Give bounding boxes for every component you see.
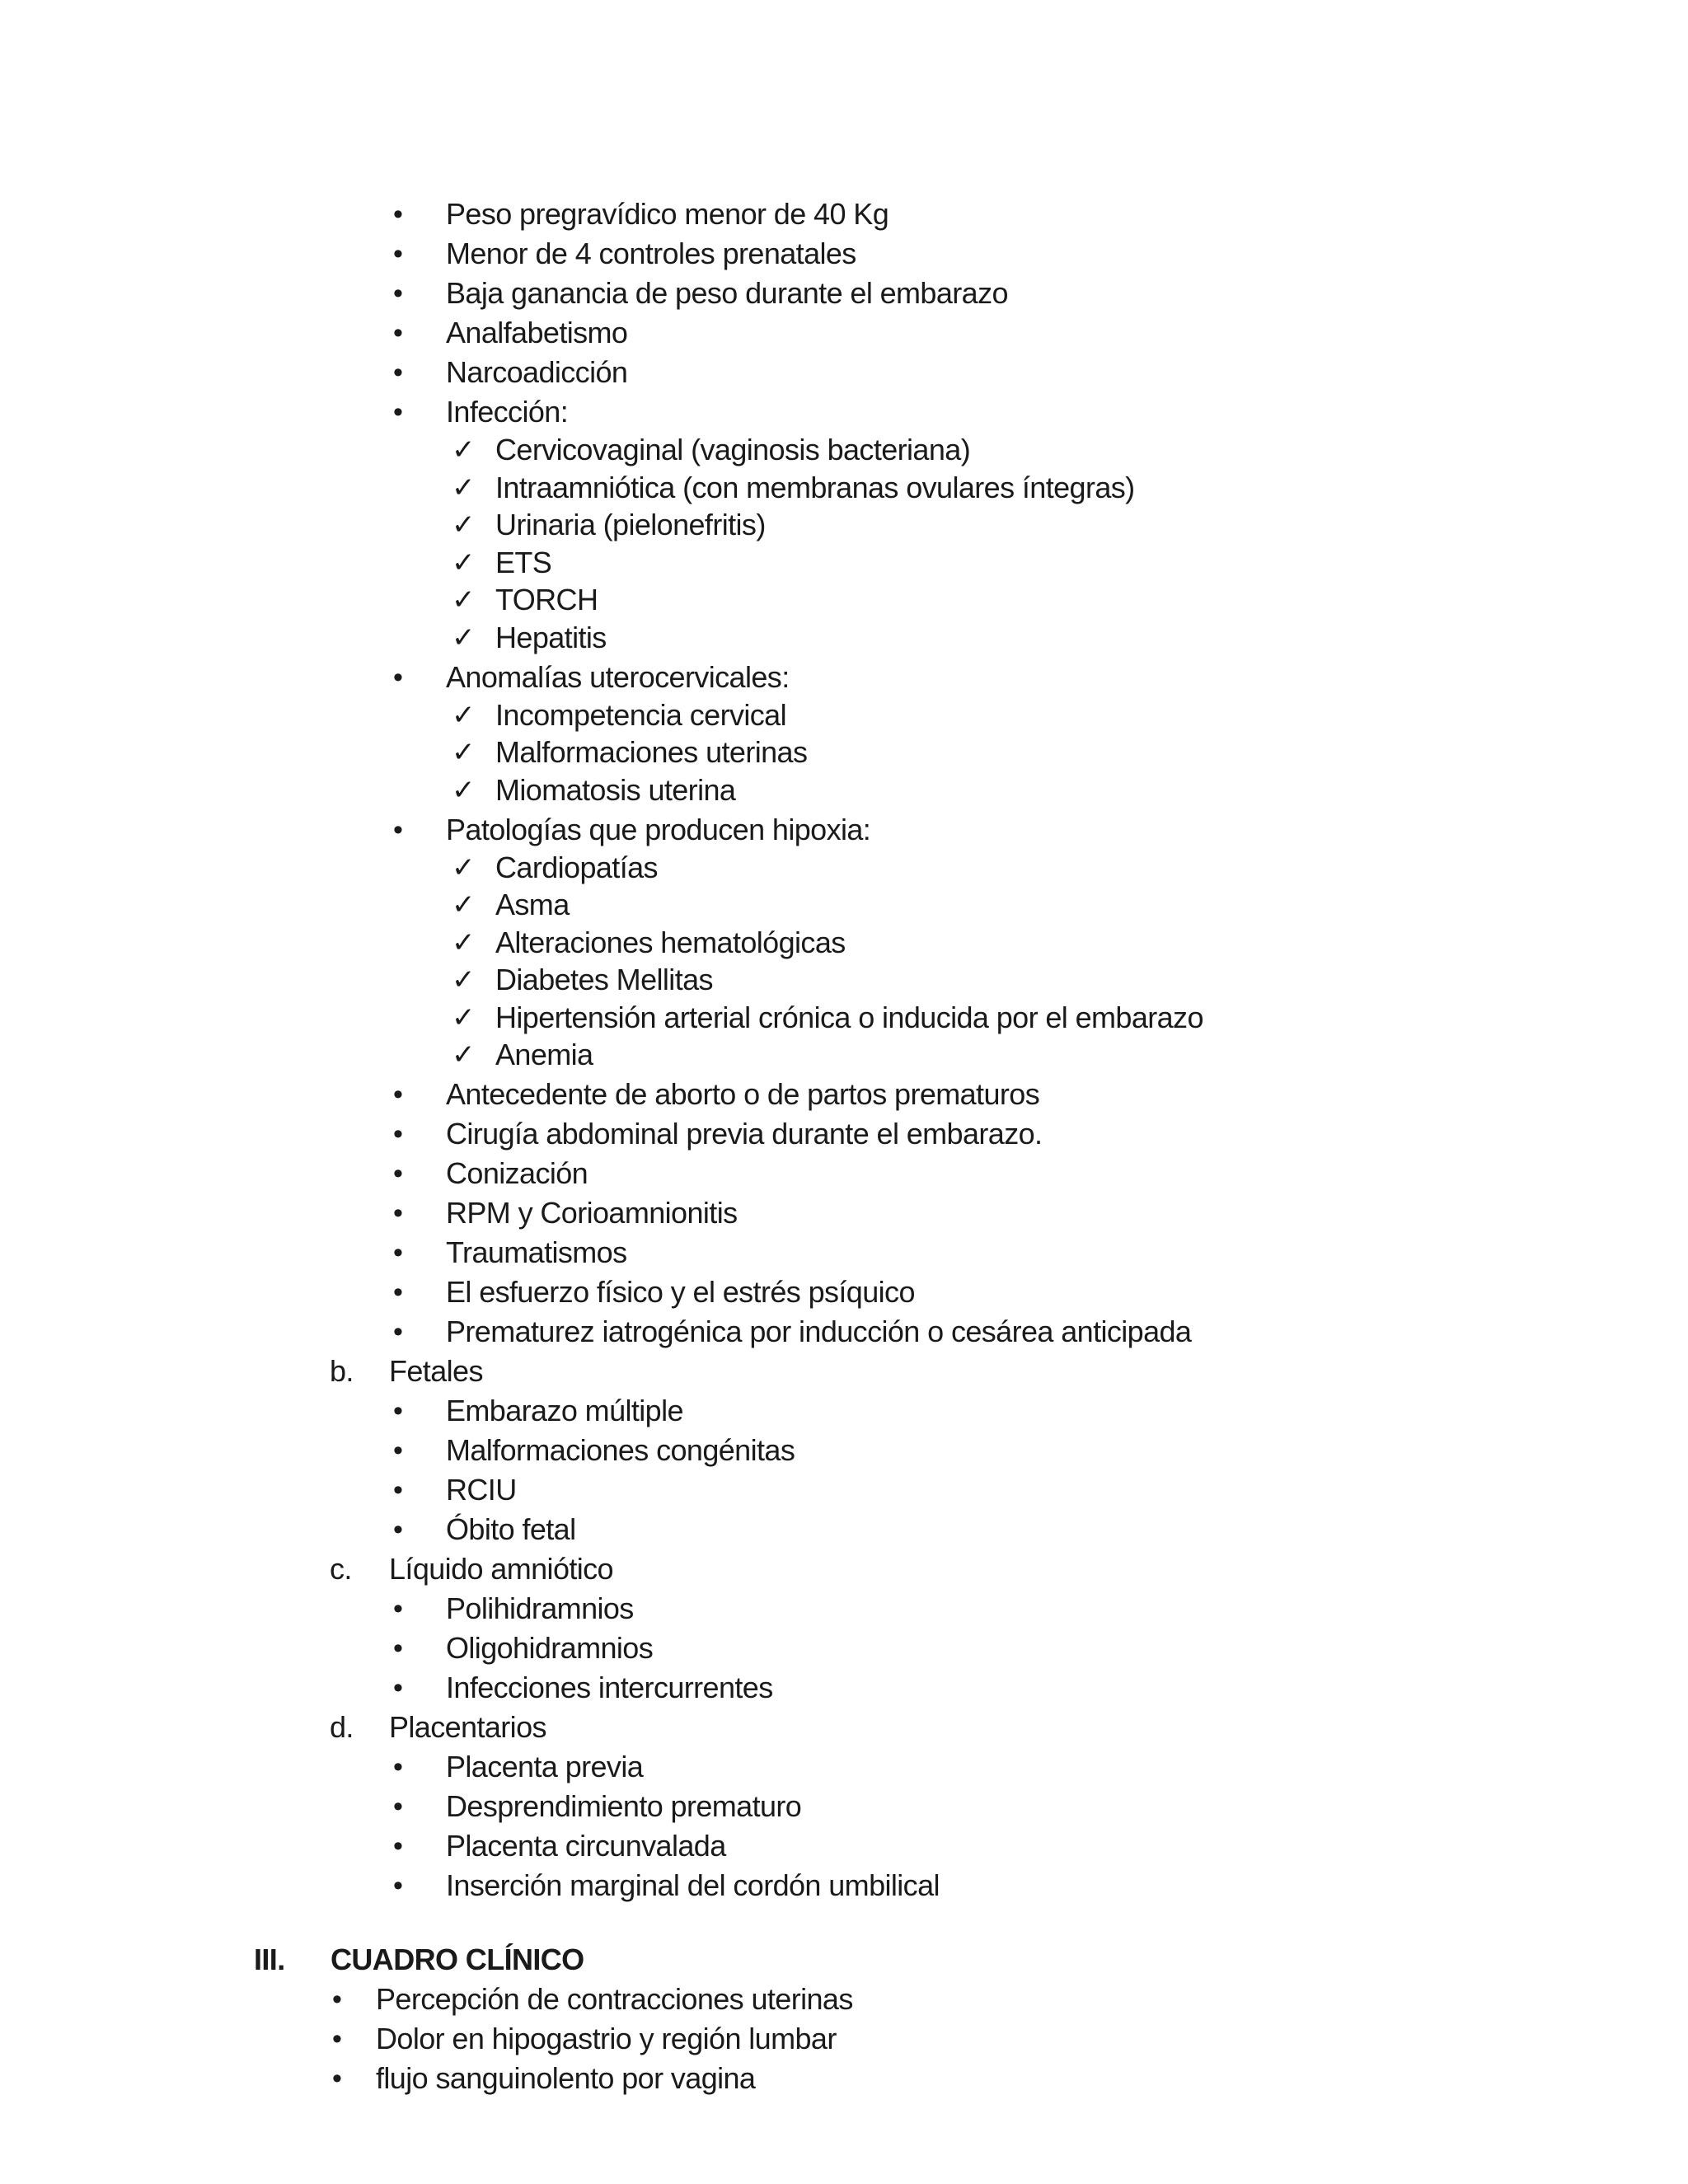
bullet-icon: • — [393, 1197, 403, 1229]
list-item — [0, 274, 1688, 313]
list-item-text: El esfuerzo físico y el estrés psíquico — [446, 1275, 915, 1309]
bullet-icon: • — [393, 1830, 403, 1862]
list-item-text: Intraamniótica (con membranas ovulares íntegras) — [495, 470, 1135, 504]
list-item-text: Cirugía abdominal previa durante el embarazo. — [446, 1117, 1043, 1151]
list-item-text: Patologías que producen hipoxia: — [446, 812, 871, 846]
list-item — [0, 234, 1688, 274]
list-item-text: Incompetencia cervical — [495, 697, 786, 732]
list-item — [0, 1787, 1688, 1826]
checkmark-icon: ✓ — [452, 774, 475, 806]
bullet-icon: • — [393, 1316, 403, 1347]
list-item-text: Peso pregravídico menor de 40 Kg — [446, 197, 889, 231]
sub-list-item — [0, 771, 1688, 810]
bullet-icon: • — [393, 1079, 403, 1110]
list-item-text: Polihidramnios — [446, 1591, 634, 1625]
checkmark-icon: ✓ — [452, 471, 475, 504]
bullet-icon: • — [393, 1277, 403, 1308]
list-item — [0, 392, 1688, 432]
bullet-icon: • — [393, 1633, 403, 1664]
list-item-text: TORCH — [495, 583, 598, 616]
list-item-text: Embarazo múltiple — [446, 1394, 683, 1427]
list-item-text: Malformaciones uterinas — [495, 735, 808, 769]
list-item — [0, 1312, 1688, 1352]
bullet-icon: • — [393, 1474, 403, 1506]
bullet-icon: • — [393, 1593, 403, 1624]
list-item-text: Dolor en hipogastrio y región lumbar — [376, 2022, 837, 2055]
list-item-text: Hepatitis — [495, 620, 607, 654]
bullet-icon: • — [332, 2023, 342, 2055]
list-item-text: Traumatismos — [446, 1235, 627, 1269]
list-item-text: ETS — [495, 545, 552, 579]
list-item — [0, 1510, 1688, 1549]
list-item-text: flujo sanguinolento por vagina — [376, 2061, 756, 2095]
list-item-text: Placenta circunvalada — [446, 1829, 726, 1863]
list-item — [0, 1470, 1688, 1510]
list-item-text: Desprendimiento prematuro — [446, 1789, 802, 1823]
list-item-text: CUADRO CLÍNICO — [331, 1943, 584, 1976]
checkmark-icon: ✓ — [452, 737, 475, 768]
list-item-text: Inserción marginal del cordón umbilical — [446, 1868, 940, 1902]
list-item — [0, 1075, 1688, 1114]
sub-list-item — [0, 998, 1688, 1038]
sub-list-item — [0, 430, 1688, 470]
list-item-text: Diabetes Mellitas — [495, 963, 713, 996]
checkmark-icon: ✓ — [452, 546, 475, 579]
bullet-icon: • — [393, 1435, 403, 1466]
bullet-icon: • — [393, 813, 403, 846]
list-item-text: Prematurez iatrogénica por inducción o cesárea anticipada — [446, 1315, 1192, 1348]
bullet-icon: • — [393, 1118, 403, 1150]
sub-list-item — [0, 505, 1688, 545]
list-item — [0, 353, 1688, 392]
list-item — [0, 1193, 1688, 1233]
bullet-icon: • — [393, 238, 403, 269]
list-item-text: Menor de 4 controles prenatales — [446, 237, 856, 270]
list-item-text: Narcoadicción — [446, 355, 628, 389]
bullet-icon: • — [393, 1672, 403, 1704]
list-item — [0, 1272, 1688, 1312]
checkmark-icon: ✓ — [452, 509, 475, 541]
sub-list-item — [0, 696, 1688, 735]
bullet-icon: • — [393, 1514, 403, 1545]
list-item — [0, 2059, 1688, 2098]
list-item — [0, 1980, 1688, 2019]
checkmark-icon: ✓ — [452, 1039, 475, 1071]
list-item — [0, 1826, 1688, 1866]
list-item-text: Analfabetismo — [446, 316, 628, 349]
sub-list-item — [0, 618, 1688, 658]
checkmark-icon: ✓ — [452, 1001, 475, 1033]
checkmark-icon: ✓ — [452, 699, 475, 731]
list-item — [0, 1668, 1688, 1708]
bullet-icon: • — [393, 1870, 403, 1901]
list-item-text: Placentarios — [389, 1710, 546, 1744]
list-item-text: Percepción de contracciones uterinas — [376, 1982, 853, 2016]
list-item-text: Infecciones intercurrentes — [446, 1671, 773, 1704]
list-item-text: Antecedente de aborto o de partos prematuros — [446, 1077, 1040, 1111]
section-heading — [0, 1352, 1688, 1391]
list-item — [0, 1391, 1688, 1431]
section-heading — [0, 1549, 1688, 1589]
list-item-text: Líquido amniótico — [389, 1552, 613, 1586]
list-item — [0, 313, 1688, 353]
sub-list-item — [0, 733, 1688, 772]
list-item-text: RPM y Corioamnionitis — [446, 1196, 738, 1230]
bullet-icon: • — [393, 1791, 403, 1822]
sub-list-item — [0, 960, 1688, 1000]
list-item-text: Malformaciones congénitas — [446, 1433, 795, 1467]
list-item-text: Asma — [495, 888, 570, 921]
list-item-text: RCIU — [446, 1473, 517, 1507]
list-item-text: Urinaria (pielonefritis) — [495, 508, 766, 541]
list-item — [0, 2019, 1688, 2059]
list-item-text: Hipertensión arterial crónica o inducida por el embarazo — [495, 1000, 1203, 1034]
sub-list-item — [0, 468, 1688, 508]
list-item — [0, 1629, 1688, 1668]
sub-list-item — [0, 848, 1688, 888]
list-item — [0, 1431, 1688, 1470]
sub-list-item — [0, 580, 1688, 620]
list-item — [0, 1589, 1688, 1629]
roman-numeral: III. — [254, 1943, 285, 1976]
checkmark-icon: ✓ — [452, 434, 475, 466]
bullet-icon: • — [393, 1751, 403, 1783]
list-item-text: Oligohidramnios — [446, 1631, 654, 1665]
section-title — [0, 1940, 1688, 1980]
bullet-icon: • — [393, 1158, 403, 1189]
section-letter: d. — [330, 1710, 354, 1744]
checkmark-icon: ✓ — [452, 851, 475, 883]
bullet-icon: • — [393, 278, 403, 309]
bullet-icon: • — [393, 317, 403, 349]
sub-list-item — [0, 543, 1688, 583]
checkmark-icon: ✓ — [452, 621, 475, 654]
list-item-text: Placenta previa — [446, 1750, 644, 1783]
list-item-text: Miomatosis uterina — [495, 772, 736, 807]
list-item — [0, 658, 1688, 697]
list-item-text: Alteraciones hematológicas — [495, 925, 846, 959]
checkmark-icon: ✓ — [452, 584, 475, 616]
section-heading — [0, 1708, 1688, 1747]
list-item-text: Infección: — [446, 395, 569, 429]
bullet-icon: • — [393, 199, 403, 230]
list-item-text: Baja ganancia de peso durante el embarazo — [446, 276, 1008, 310]
list-item — [0, 810, 1688, 850]
checkmark-icon: ✓ — [452, 889, 475, 921]
list-item-text: Óbito fetal — [446, 1512, 576, 1546]
list-item-text: Conización — [446, 1156, 588, 1190]
list-item — [0, 1154, 1688, 1193]
bullet-icon: • — [332, 2063, 342, 2094]
list-item — [0, 1866, 1688, 1905]
section-letter: b. — [330, 1354, 354, 1388]
list-item-text: Anemia — [495, 1038, 593, 1071]
sub-list-item — [0, 923, 1688, 963]
bullet-icon: • — [332, 1984, 342, 2015]
bullet-icon: • — [393, 1237, 403, 1268]
bullet-icon: • — [393, 396, 403, 428]
list-item — [0, 1233, 1688, 1272]
sub-list-item — [0, 885, 1688, 925]
section-letter: c. — [330, 1552, 352, 1586]
checkmark-icon: ✓ — [452, 964, 475, 996]
list-item — [0, 194, 1688, 234]
list-item-text: Fetales — [389, 1354, 483, 1388]
sub-list-item — [0, 1035, 1688, 1075]
bullet-icon: • — [393, 1395, 403, 1427]
bullet-icon: • — [393, 357, 403, 388]
bullet-icon: • — [393, 661, 403, 693]
list-item — [0, 1747, 1688, 1787]
checkmark-icon: ✓ — [452, 926, 475, 958]
list-item — [0, 1114, 1688, 1154]
list-item-text: Anomalías uterocervicales: — [446, 659, 790, 694]
list-item-text: Cardiopatías — [495, 850, 658, 884]
list-item-text: Cervicovaginal (vaginosis bacteriana) — [495, 433, 971, 466]
